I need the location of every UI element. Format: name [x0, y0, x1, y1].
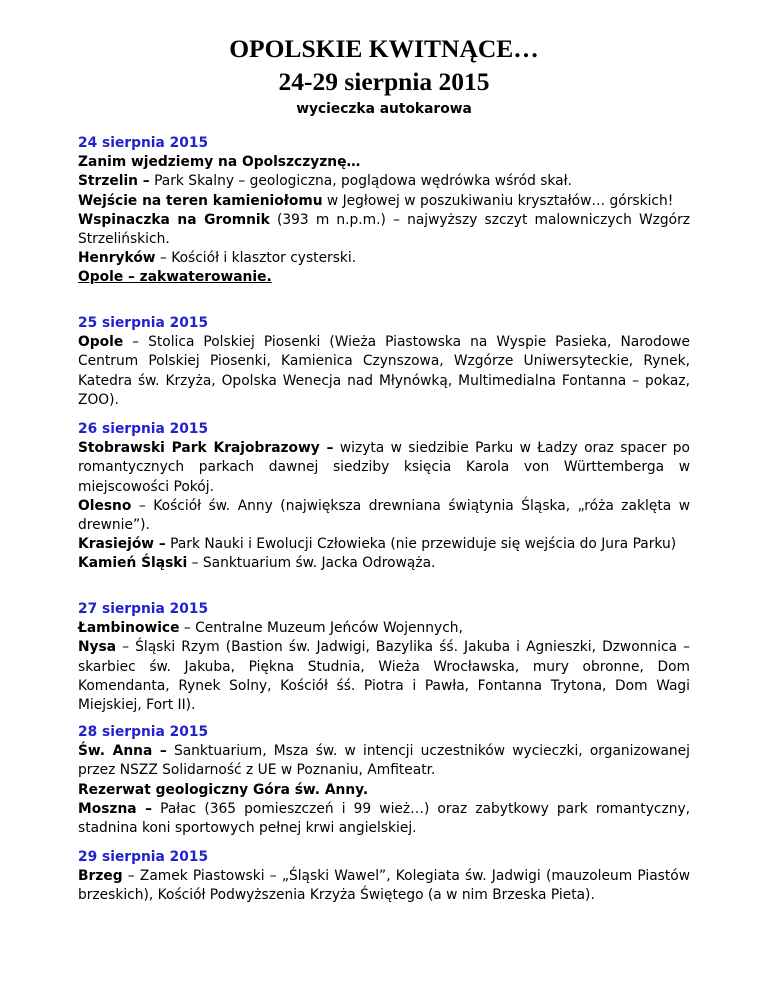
day-date: 25 sierpnia 2015: [78, 315, 209, 331]
day-section-28: [78, 723, 690, 838]
day-item: Kamień Śląski – Sanktuarium św. Jacka Odrowąża.: [78, 555, 436, 572]
day-item: Łambinowice – Centralne Muzeum Jeńców Wojennych,: [78, 620, 463, 637]
day-section-26: [78, 420, 690, 574]
day-date: 28 sierpnia 2015: [78, 724, 209, 740]
day-item: Nysa – Śląski Rzym (Bastion św. Jadwigi, Bazylika śś. Jakuba i Agnieszki, Dzwonnica – skarbiec św. Jakuba, Piękna Studnia, Wieża Wrocławska, mury obronne, Dom Komendanta, Rynek Solny, Kościół śś. Piotra i Pawła, Fontanna Trytona, Dom Wagi Miejskiej, Fort II).: [78, 639, 690, 714]
day-item: Św. Anna – Sanktuarium, Msza św. w intencji uczestników wycieczki, organizowanej przez NSZZ Solidarność z UE w Poznaniu, Amfiteatr.: [78, 743, 690, 779]
day-item: Brzeg – Zamek Piastowski – „Śląski Wawel”, Kolegiata św. Jadwigi (mauzoleum Piastów brzeskich), Kościół Podwyższenia Krzyża Świętego (a w nim Brzeska Pieta).: [78, 868, 690, 904]
day-section-25: [78, 314, 690, 410]
day-section-29: [78, 848, 690, 906]
day-date: 27 sierpnia 2015: [78, 601, 209, 617]
day-section-27: [78, 600, 690, 715]
day-item: Opole – Stolica Polskiej Piosenki (Wieża Piastowska na Wyspie Pasieka, Narodowe Centrum Polskiej Piosenki, Kamienica Czynszowa, Wzgórze Uniwersyteckie, Rynek, Katedra św. Krzyża, Opolska Wenecja nad Młynówką, Multimedialna Fontanna – pokaz, ZOO).: [78, 334, 690, 408]
document-title: OPOLSKIE KWITNĄCE…: [229, 34, 539, 63]
document-page: [78, 0, 691, 904]
day-item: Opole – zakwaterowanie.: [78, 269, 272, 286]
day-item: Wspinaczka na Gromnik (393 m n.p.m.) – najwyższy szczyt malowniczych Wzgórz Strzelińskich.: [78, 211, 691, 248]
day-item: Rezerwat geologiczny Góra św. Anny.: [78, 781, 369, 798]
day-item: Stobrawski Park Krajobrazowy – wizyta w siedzibie Parku w Ładzy oraz spacer po romantycznych parkach dawnej siedziby księcia Karola von Württemberga w miejscowości Pokój.: [78, 440, 690, 495]
day-date: 26 sierpnia 2015: [78, 421, 209, 437]
day-item: Krasiejów – Park Nauki i Ewolucji Człowieka (nie przewiduje się wejścia do Jura Parku): [78, 536, 677, 553]
day-section-24: [78, 134, 690, 288]
day-date: 29 sierpnia 2015: [78, 849, 209, 865]
day-date: 24 sierpnia 2015: [78, 135, 209, 151]
day-item: Wejście na teren kamieniołomu w Jegłowej w poszukiwaniu kryształów… górskich!: [78, 192, 674, 209]
day-item: Moszna – Pałac (365 pomieszczeń i 99 wież…) oraz zabytkowy park romantyczny, stadnina koni sportowych pełnej krwi angielskiej.: [78, 800, 690, 837]
day-item: Henryków – Kościół i klasztor cysterski.: [78, 250, 357, 267]
document-subtitle: wycieczka autokarowa: [296, 101, 472, 117]
document-dates: 24-29 sierpnia 2015: [278, 67, 490, 96]
day-item: Strzelin – Park Skalny – geologiczna, poglądowa wędrówka wśród skał.: [78, 173, 572, 190]
day-item: Olesno – Kościół św. Anny (największa drewniana świątynia Śląska, „róża zaklęta w drewnie”).: [78, 497, 690, 534]
day-item: Zanim wjedziemy na Opolszczyznę…: [78, 154, 361, 171]
